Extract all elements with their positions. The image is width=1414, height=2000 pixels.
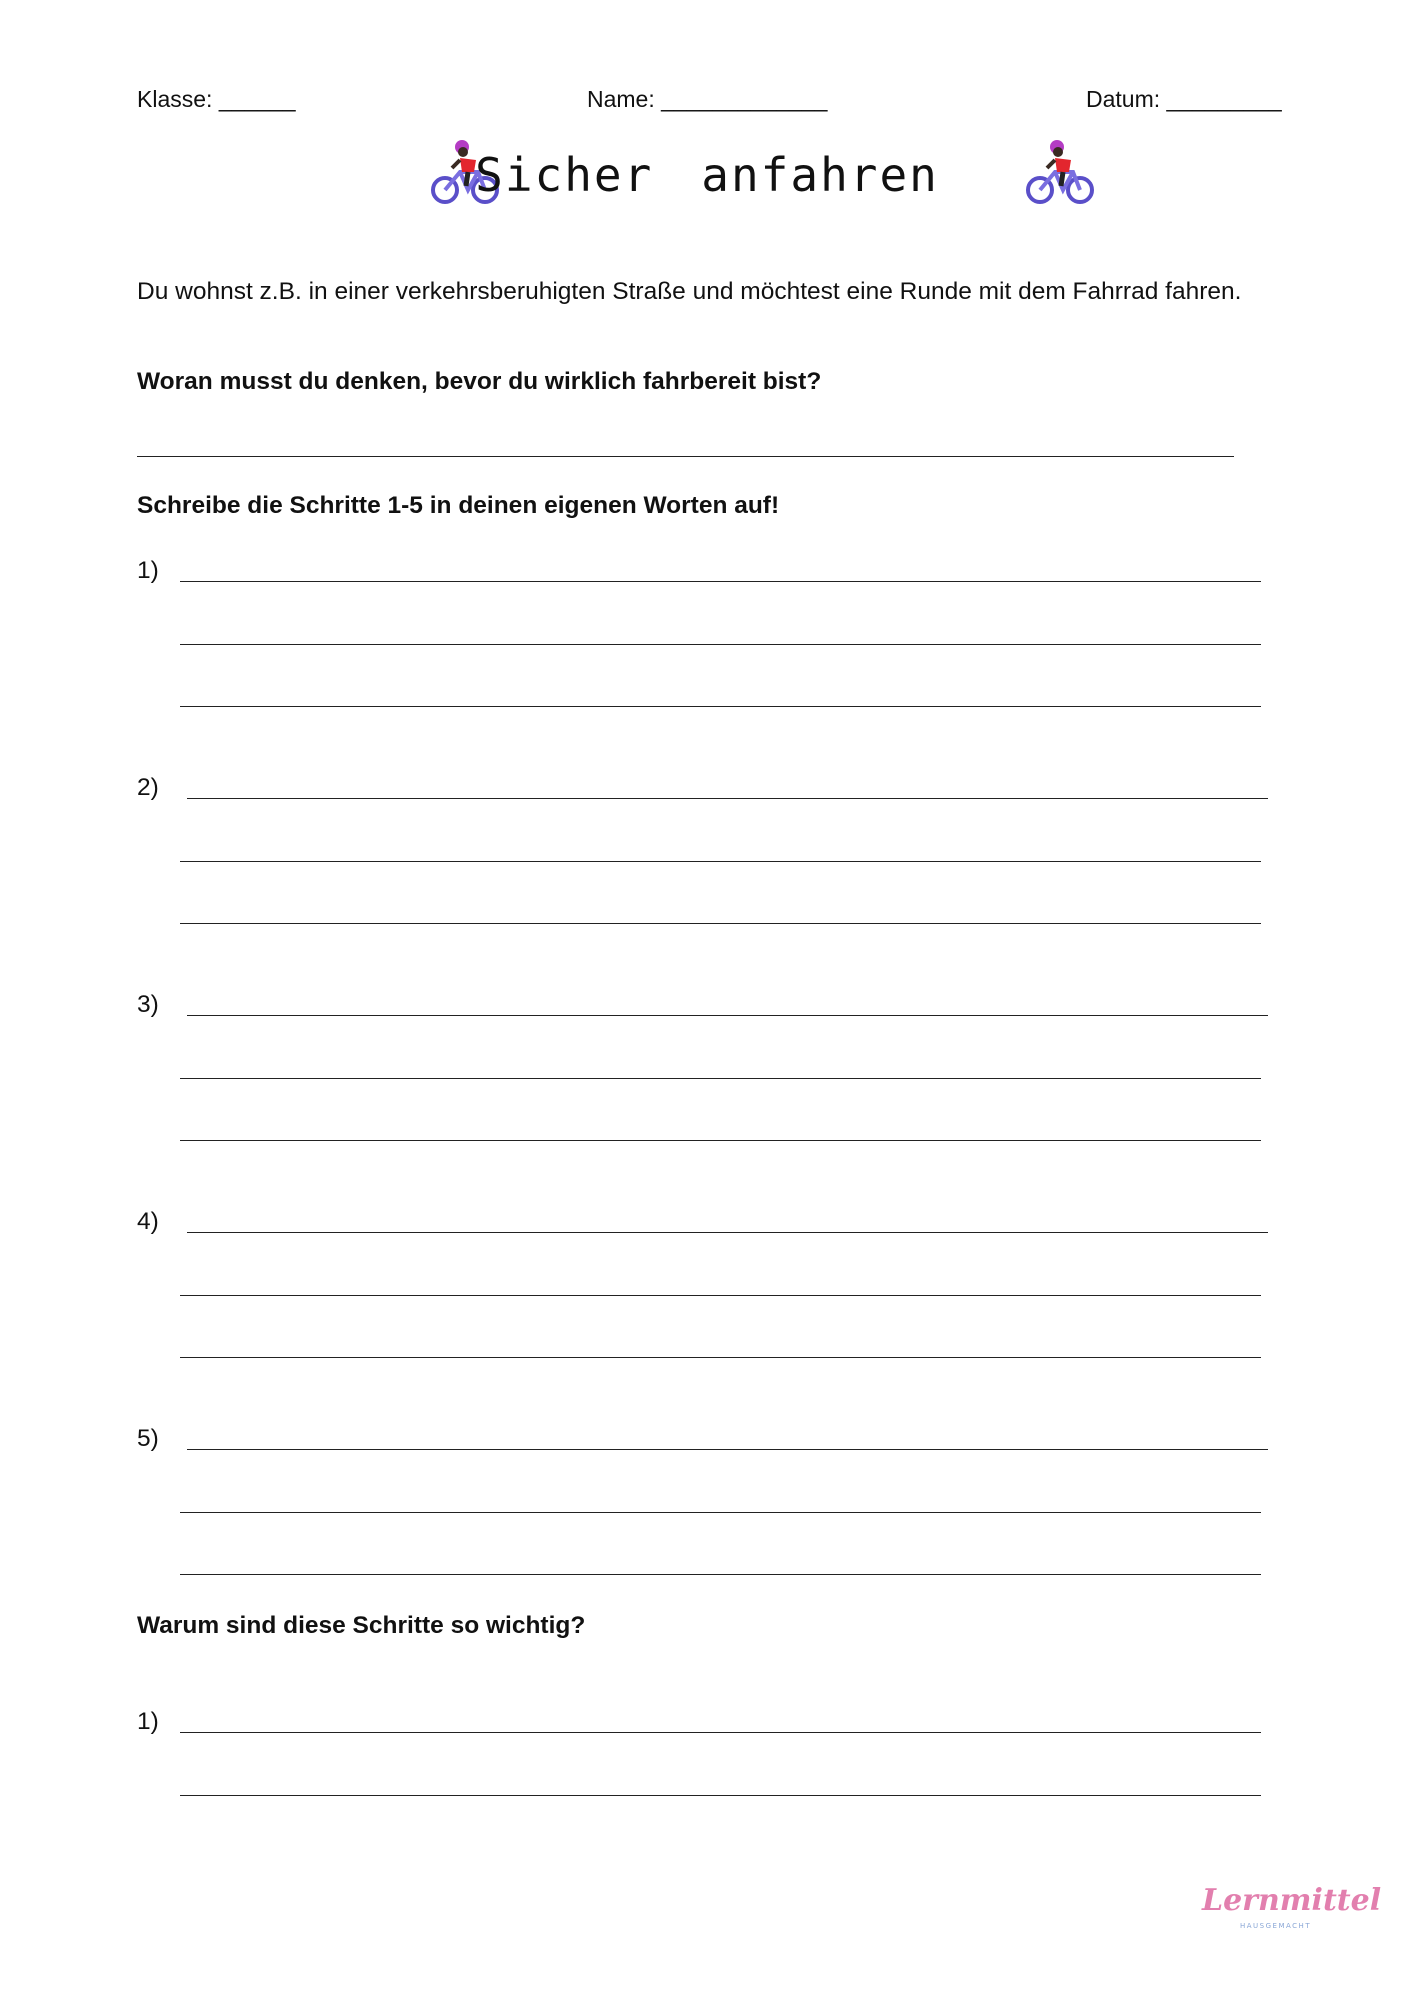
answer-line	[180, 1295, 1261, 1296]
page-title	[0, 148, 1414, 202]
answer-line	[180, 1357, 1261, 1358]
answer-line	[187, 798, 1268, 799]
answer-line	[187, 1232, 1268, 1233]
answer-line	[137, 456, 1234, 457]
step-number: 5)	[137, 1425, 159, 1452]
intro-text: Du wohnst z.B. in einer verkehrsberuhigten Straße und möchtest eine Runde mit dem Fahrrad fahren.	[137, 278, 1242, 305]
answer-line	[180, 1512, 1261, 1513]
step-number: 3)	[137, 991, 159, 1018]
title-word-2: anfahren	[701, 148, 939, 202]
step-number: 1)	[137, 1708, 159, 1735]
name-field: Name: _____________	[587, 86, 828, 112]
answer-line	[180, 1795, 1261, 1796]
title-word-1: Sicher	[475, 148, 654, 202]
answer-line	[180, 581, 1261, 582]
question-3: Warum sind diese Schritte so wichtig?	[137, 1612, 586, 1639]
answer-line	[180, 1140, 1261, 1141]
answer-line	[187, 1015, 1268, 1016]
answer-line	[180, 861, 1261, 862]
answer-line	[180, 1078, 1261, 1079]
step-number: 2)	[137, 774, 159, 801]
question-1: Woran musst du denken, bevor du wirklich fahrbereit bist?	[137, 368, 822, 395]
datum-field: Datum: _________	[1086, 86, 1282, 112]
step-number: 4)	[137, 1208, 159, 1235]
answer-line	[180, 706, 1261, 707]
step-number: 1)	[137, 557, 159, 584]
logo-text: Lernmittel	[1202, 1883, 1382, 1918]
answer-line	[187, 1449, 1268, 1450]
answer-line	[180, 644, 1261, 645]
logo-subtext: HAUSGEMACHT	[1240, 1922, 1312, 1930]
answer-line	[180, 923, 1261, 924]
lernmittel-logo	[1198, 1880, 1382, 1940]
answer-line	[180, 1732, 1261, 1733]
answer-line	[180, 1574, 1261, 1575]
question-2: Schreibe die Schritte 1-5 in deinen eigenen Worten auf!	[137, 492, 780, 519]
klasse-field: Klasse: ______	[137, 86, 296, 112]
